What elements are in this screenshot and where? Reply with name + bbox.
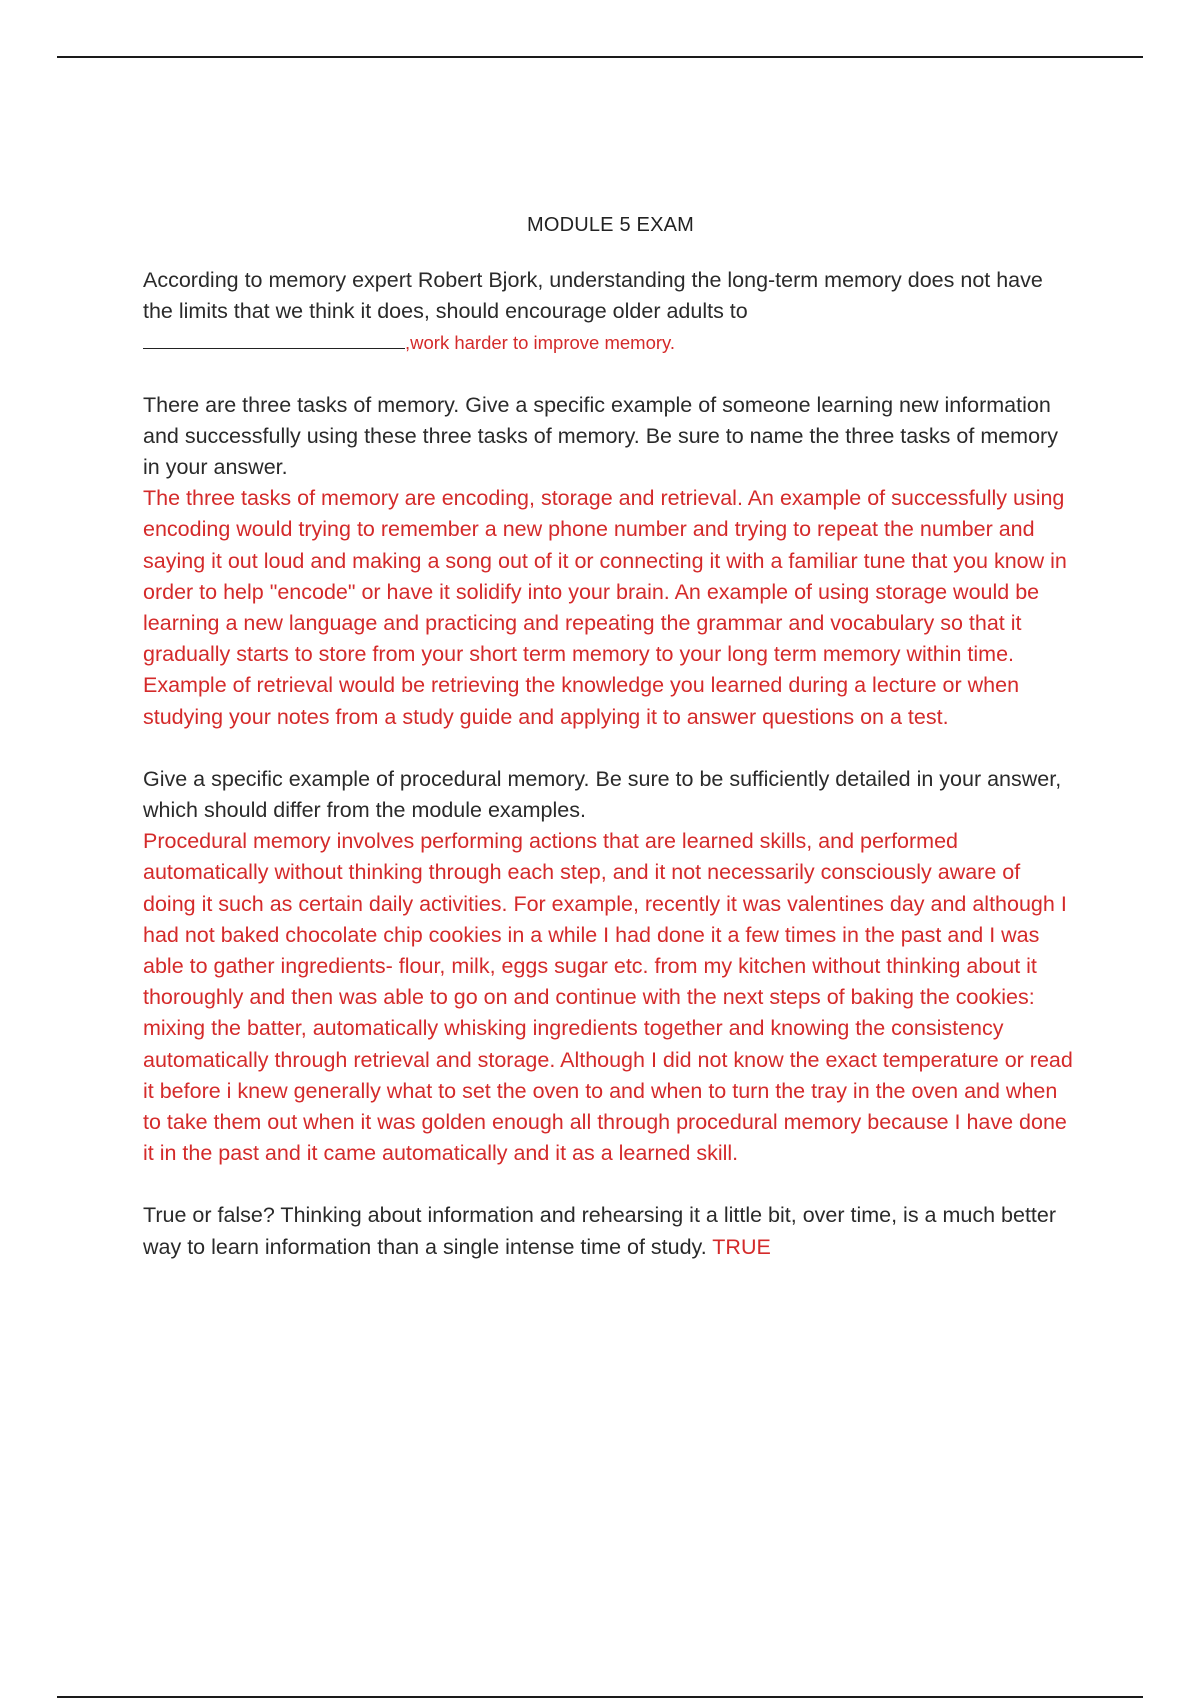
question-3 bbox=[143, 764, 1078, 1170]
question-4-text: True or false? Thinking about information and rehearsing it a little bit, over time, is a much better way to learn information than a single intense time of study. bbox=[143, 1203, 1057, 1259]
question-3-text: Give a specific example of procedural memory. Be sure to be sufficiently detailed in your answer, which should differ from the module examples. bbox=[143, 766, 1062, 823]
question-1-answer: ,work harder to improve memory. bbox=[405, 332, 676, 354]
question-3-answer: Procedural memory involves performing actions that are learned skills, and performed automatically without thinking through each step, and it not necessarily consciously aware of doing it such as certain daily activities. For example, recently it was valentines day and although I had not baked chocolate chip cookies in a while I had done it a few times in the past and I was able to gather ingredients- flour, milk, eggs sugar etc. from my kitchen without thinking about it thoroughly and then was able to go on and continue with the next steps of baking the cookies: mixing the batter, automatically whisking ingredients together and knowing the consistency automatically through retrieval and storage. Although I did not know the exact temperature or read it before i knew generally what to set the oven to and when to turn the tray in the oven and when to take them out when it was golden enough all through procedural memory because I have done it in the past and it came automatically and it as a learned skill. bbox=[143, 829, 1073, 1166]
question-2-text: There are three tasks of memory. Give a specific example of someone learning new information and successfully using these three tasks of memory. Be sure to name the three tasks of memory in your answer. bbox=[143, 392, 1058, 480]
answer-blank bbox=[143, 332, 405, 349]
question-4-answer: TRUE bbox=[712, 1234, 771, 1259]
bottom-rule bbox=[57, 1696, 1143, 1698]
page-title: MODULE 5 EXAM bbox=[526, 214, 695, 236]
exam-page bbox=[143, 214, 1078, 1294]
question-4 bbox=[143, 1200, 1078, 1262]
question-1-text: According to memory expert Robert Bjork, understanding the long-term memory does not have the limits that we think it does, should encourage older adults to bbox=[143, 268, 1043, 324]
question-1 bbox=[143, 265, 1078, 359]
question-2 bbox=[143, 390, 1078, 733]
question-2-answer: The three tasks of memory are encoding, storage and retrieval. An example of successfully using encoding would trying to remember a new phone number and trying to repeat the number and saying it out loud and making a song out of it or connecting it with a familiar tune that you know in order to help "encode" or have it solidify into your brain. An example of using storage would be learning a new language and practicing and repeating the grammar and vocabulary so that it gradually starts to store from your short term memory to your long term memory within time. Example of retrieval would be retrieving the knowledge you learned during a lecture or when studying your notes from a study guide and applying it to answer questions on a test. bbox=[143, 486, 1067, 729]
top-rule bbox=[57, 56, 1143, 58]
